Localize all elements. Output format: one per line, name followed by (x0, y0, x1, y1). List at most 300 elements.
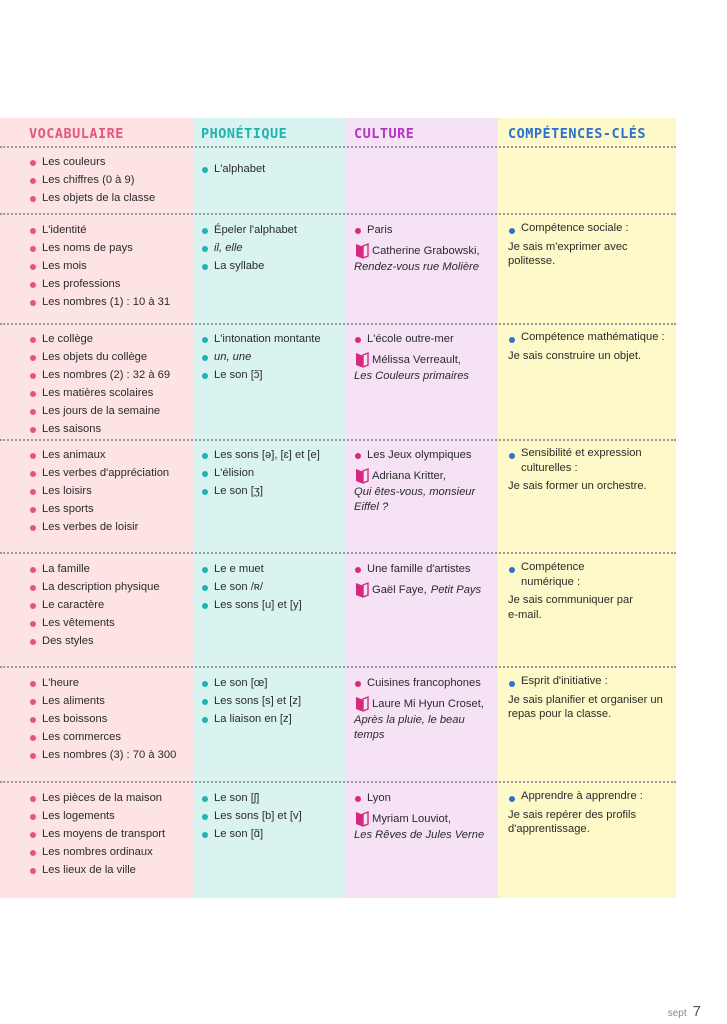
list-item (201, 692, 343, 710)
item-text: Le son [ɑ̃] (214, 828, 264, 840)
list-item (201, 578, 343, 596)
bullet-icon (202, 489, 208, 495)
bullet-icon (30, 373, 36, 379)
bullet-icon (30, 699, 36, 705)
book-author: Gaël Faye, (372, 584, 427, 596)
book-reference (354, 242, 494, 259)
bullet-icon (30, 832, 36, 838)
bullet-icon (30, 717, 36, 723)
bullet-icon (202, 228, 208, 234)
list-item (29, 189, 189, 207)
competence-title: Compétence mathématique : (521, 331, 665, 343)
bullet-icon (202, 796, 208, 802)
book-title: Rendez-vous rue Molière (354, 261, 479, 273)
item-text: Les moyens de transport (42, 828, 166, 840)
bullet-icon (30, 639, 36, 645)
vocabulaire-list (29, 674, 189, 764)
header-culture: CULTURE (354, 126, 415, 142)
list-item (29, 348, 189, 366)
vocabulaire-list (29, 446, 189, 536)
competence-cell (508, 674, 668, 722)
bullet-icon (30, 160, 36, 166)
list-item (29, 330, 189, 348)
book-title: Les Rêves de Jules Verne (354, 829, 485, 841)
item-text: Les objets du collège (42, 351, 148, 363)
list-item (201, 348, 343, 366)
competence-block (508, 221, 633, 269)
list-item (508, 330, 668, 345)
item-text: La liaison en [z] (214, 713, 292, 725)
item-text: Le caractère (42, 599, 105, 611)
header-vocabulaire: VOCABULAIRE (29, 126, 124, 142)
competence-title: Compétence numérique : (521, 561, 585, 588)
phonetique-list (201, 160, 343, 178)
list-item (201, 482, 343, 500)
row-separator (0, 213, 676, 215)
list-item (354, 560, 494, 578)
list-item (201, 560, 343, 578)
competence-cell (508, 789, 668, 837)
bullet-icon (509, 681, 515, 687)
list-item (29, 632, 189, 650)
book-icon (354, 467, 370, 484)
phonetique-cell (201, 674, 343, 728)
list-item (508, 789, 668, 804)
page-number (668, 1003, 701, 1020)
vocabulaire-cell (29, 330, 189, 438)
item-text: Les sons [s] et [z] (214, 695, 302, 707)
list-item (508, 560, 633, 589)
bullet-icon (509, 228, 515, 234)
list-item (29, 807, 189, 825)
book-reference (354, 467, 494, 484)
book-icon (354, 581, 370, 598)
item-text: Les vêtements (42, 617, 115, 629)
bullet-icon (202, 585, 208, 591)
header-phonetique: PHONÉTIQUE (201, 126, 288, 142)
book-text (372, 244, 480, 259)
item-text: il, elle (214, 242, 243, 254)
book-icon (354, 242, 370, 259)
bullet-icon (202, 264, 208, 270)
item-text: Les chiffres (0 à 9) (42, 174, 135, 186)
item-text: Le collège (42, 333, 94, 345)
phonetique-list (201, 330, 343, 384)
item-text: Les noms de pays (42, 242, 133, 254)
bullet-icon (202, 453, 208, 459)
vocabulaire-list (29, 221, 189, 311)
phonetique-list (201, 674, 343, 728)
book-author: Laure Mi Hyun Croset, (372, 698, 484, 710)
book-reference (354, 581, 494, 598)
bullet-icon (30, 337, 36, 343)
row-separator (0, 552, 676, 554)
item-text: Le e muet (214, 563, 264, 575)
item-text: Les objets de la classe (42, 192, 156, 204)
bullet-icon (202, 167, 208, 173)
bullet-icon (509, 567, 515, 573)
phonetique-list (201, 446, 343, 500)
page-word: sept (667, 1008, 687, 1019)
culture-list (354, 674, 494, 692)
item-text: un, une (214, 351, 252, 363)
item-text: Le son /ʀ/ (214, 581, 263, 593)
phonetique-list (201, 560, 343, 614)
bullet-icon (30, 300, 36, 306)
bullet-icon (30, 264, 36, 270)
competence-title: Apprendre à apprendre : (521, 790, 643, 802)
item-text: Les pièces de la maison (42, 792, 163, 804)
item-text: L'intonation montante (214, 333, 321, 345)
list-item (29, 728, 189, 746)
phonetique-cell (201, 446, 343, 500)
item-text: Les animaux (42, 449, 106, 461)
list-item (29, 710, 189, 728)
item-text: Des styles (42, 635, 94, 647)
competence-text: Je sais m'exprimer avec politesse. (508, 240, 628, 267)
row-separator (0, 439, 676, 441)
progression-table (0, 118, 676, 898)
competence-cell (508, 446, 668, 494)
list-item (201, 239, 343, 257)
bullet-icon (355, 681, 361, 687)
competence-title: Esprit d'initiative : (521, 675, 608, 687)
phonetique-cell (201, 789, 343, 843)
vocabulaire-cell (29, 446, 189, 536)
competence-list (508, 789, 668, 804)
list-item (29, 843, 189, 861)
item-text: L'heure (42, 677, 79, 689)
bullet-icon (30, 850, 36, 856)
book-author: Mélissa Verreault, (372, 354, 461, 366)
bullet-icon (30, 735, 36, 741)
competence-text: Je sais construire un objet. (508, 349, 642, 362)
competence-title: Sensibilité et expression culturelles : (521, 447, 642, 474)
list-item (29, 578, 189, 596)
competence-text: Je sais former un orchestre. (508, 480, 647, 492)
competence-list (508, 446, 668, 475)
bullet-icon (355, 453, 361, 459)
item-text: Le son [ʃ] (214, 792, 260, 804)
competence-text: Je sais communiquer par e-mail. (508, 594, 633, 621)
header-competences: COMPÉTENCES-CLÉS (508, 126, 647, 142)
list-item (29, 560, 189, 578)
list-item (201, 160, 343, 178)
bullet-icon (202, 717, 208, 723)
item-text: Le son [ʒ] (214, 485, 264, 497)
bullet-icon (202, 337, 208, 343)
list-item (29, 366, 189, 384)
list-item (508, 674, 668, 689)
competence-block (508, 330, 668, 363)
item-text: Les boissons (42, 713, 108, 725)
bullet-icon (30, 453, 36, 459)
competence-list (508, 674, 668, 689)
phonetique-list (201, 789, 343, 843)
page-digit: 7 (692, 1003, 701, 1020)
list-item (29, 221, 189, 239)
competence-block (508, 674, 668, 722)
list-item (29, 171, 189, 189)
list-item (201, 464, 343, 482)
list-item (29, 293, 189, 311)
culture-place: Paris (367, 224, 393, 236)
bullet-icon (202, 355, 208, 361)
vocabulaire-cell (29, 153, 189, 207)
bullet-icon (30, 246, 36, 252)
vocabulaire-list (29, 789, 189, 879)
book-text (372, 469, 446, 484)
competence-list (508, 330, 668, 345)
bullet-icon (30, 178, 36, 184)
competence-block (508, 560, 633, 622)
vocabulaire-list (29, 153, 189, 207)
item-text: Les nombres ordinaux (42, 846, 153, 858)
list-item (29, 464, 189, 482)
bullet-icon (30, 228, 36, 234)
item-text: Les commerces (42, 731, 121, 743)
book-author: Adriana Kritter, (372, 470, 446, 482)
item-text: Le son [œ] (214, 677, 268, 689)
vocabulaire-cell (29, 221, 189, 311)
list-item (29, 482, 189, 500)
bullet-icon (202, 373, 208, 379)
bullet-icon (355, 337, 361, 343)
list-item (29, 674, 189, 692)
list-item (354, 446, 494, 464)
list-item (201, 221, 343, 239)
book-title: Après la pluie, le beau temps (354, 714, 465, 741)
list-item (29, 746, 189, 764)
vocabulaire-list (29, 330, 189, 438)
item-text: Les lieux de la ville (42, 864, 136, 876)
item-text: Les logements (42, 810, 115, 822)
list-item (29, 500, 189, 518)
item-text: Les nombres (2) : 32 à 69 (42, 369, 171, 381)
list-item (29, 614, 189, 632)
list-item (201, 596, 343, 614)
list-item (201, 257, 343, 275)
list-item (29, 825, 189, 843)
row-separator (0, 666, 676, 668)
list-item (201, 446, 343, 464)
culture-list (354, 330, 494, 348)
culture-place: Cuisines francophones (367, 677, 481, 689)
item-text: Les matières scolaires (42, 387, 154, 399)
list-item (29, 518, 189, 536)
bullet-icon (30, 507, 36, 513)
list-item (29, 446, 189, 464)
bullet-icon (509, 453, 515, 459)
item-text: Épeler l'alphabet (214, 224, 297, 236)
bullet-icon (30, 567, 36, 573)
list-item (29, 402, 189, 420)
item-text: Les nombres (1) : 10 à 31 (42, 296, 171, 308)
list-item (29, 275, 189, 293)
list-item (29, 153, 189, 171)
bullet-icon (202, 699, 208, 705)
culture-place: Lyon (367, 792, 391, 804)
competence-title: Compétence sociale : (521, 222, 629, 234)
list-item (29, 420, 189, 438)
phonetique-cell (201, 330, 343, 384)
phonetique-cell (201, 160, 343, 178)
item-text: Les professions (42, 278, 121, 290)
culture-list (354, 560, 494, 578)
culture-cell (354, 330, 494, 384)
list-item (29, 692, 189, 710)
book-title: Qui êtes-vous, monsieur Eiffel ? (354, 486, 476, 513)
bullet-icon (202, 832, 208, 838)
bullet-icon (30, 681, 36, 687)
bullet-icon (30, 585, 36, 591)
book-reference (354, 351, 494, 368)
bullet-icon (355, 228, 361, 234)
item-text: Les nombres (3) : 70 à 300 (42, 749, 177, 761)
list-item (201, 710, 343, 728)
bullet-icon (202, 603, 208, 609)
item-text: Les aliments (42, 695, 105, 707)
bullet-icon (202, 246, 208, 252)
list-item (29, 861, 189, 879)
culture-list (354, 221, 494, 239)
book-icon (354, 695, 370, 712)
bullet-icon (202, 567, 208, 573)
competence-text: Je sais planifier et organiser un repas pour la classe. (508, 693, 663, 720)
list-item (201, 366, 343, 384)
bullet-icon (30, 409, 36, 415)
bullet-icon (30, 796, 36, 802)
bullet-icon (30, 753, 36, 759)
culture-list (354, 446, 494, 464)
book-reference (354, 695, 494, 712)
vocabulaire-cell (29, 560, 189, 650)
list-item (508, 446, 668, 475)
item-text: La description physique (42, 581, 160, 593)
competence-cell (508, 330, 668, 363)
list-item (201, 807, 343, 825)
bullet-icon (509, 796, 515, 802)
bullet-icon (202, 471, 208, 477)
bullet-icon (30, 525, 36, 531)
competence-block (508, 446, 668, 494)
book-text (372, 812, 451, 827)
item-text: Les sons [u] et [y] (214, 599, 302, 611)
culture-cell (354, 560, 494, 598)
bullet-icon (30, 868, 36, 874)
phonetique-cell (201, 560, 343, 614)
book-reference (354, 810, 494, 827)
bullet-icon (30, 427, 36, 433)
item-text: Les sports (42, 503, 94, 515)
item-text: L'élision (214, 467, 255, 479)
list-item (201, 825, 343, 843)
list-item (354, 330, 494, 348)
list-item (354, 789, 494, 807)
item-text: Les mois (42, 260, 87, 272)
list-item (29, 596, 189, 614)
bullet-icon (30, 196, 36, 202)
vocabulaire-cell (29, 674, 189, 764)
list-item (508, 221, 633, 236)
book-title: Les Couleurs primaires (354, 370, 470, 382)
bullet-icon (30, 621, 36, 627)
row-separator (0, 146, 676, 148)
competence-cell (508, 221, 633, 269)
item-text: Les sons [ə], [ɛ] et [e] (214, 449, 320, 461)
item-text: La famille (42, 563, 90, 575)
item-text: Les verbes d'appréciation (42, 467, 170, 479)
book-author: Catherine Grabowski, (372, 245, 480, 257)
item-text: La syllabe (214, 260, 265, 272)
culture-place: L'école outre-mer (367, 333, 454, 345)
bullet-icon (30, 814, 36, 820)
book-text (372, 583, 481, 598)
culture-place: Une famille d'artistes (367, 563, 471, 575)
list-item (354, 674, 494, 692)
bullet-icon (30, 603, 36, 609)
row-separator (0, 781, 676, 783)
competence-block (508, 789, 668, 837)
list-item (201, 330, 343, 348)
bullet-icon (202, 814, 208, 820)
item-text: Le son [ɔ̃] (214, 369, 263, 381)
book-text (372, 697, 484, 712)
book-icon (354, 351, 370, 368)
list-item (201, 789, 343, 807)
bullet-icon (355, 567, 361, 573)
book-text (372, 353, 461, 368)
item-text: Les verbes de loisir (42, 521, 139, 533)
bullet-icon (355, 796, 361, 802)
phonetique-cell (201, 221, 343, 275)
culture-place: Les Jeux olympiques (367, 449, 472, 461)
item-text: Les loisirs (42, 485, 92, 497)
competence-list (508, 221, 633, 236)
vocabulaire-list (29, 560, 189, 650)
item-text: Les couleurs (42, 156, 106, 168)
bullet-icon (30, 471, 36, 477)
phonetique-list (201, 221, 343, 275)
bullet-icon (509, 337, 515, 343)
list-item (29, 239, 189, 257)
item-text: L'identité (42, 224, 87, 236)
culture-list (354, 789, 494, 807)
culture-cell (354, 446, 494, 515)
bullet-icon (30, 391, 36, 397)
book-author: Myriam Louviot, (372, 813, 451, 825)
bullet-icon (30, 489, 36, 495)
book-icon (354, 810, 370, 827)
list-item (29, 789, 189, 807)
item-text: Les jours de la semaine (42, 405, 161, 417)
book-title: Petit Pays (430, 584, 482, 596)
culture-cell (354, 221, 494, 275)
row-separator (0, 323, 676, 325)
bullet-icon (30, 282, 36, 288)
competence-list (508, 560, 633, 589)
list-item (29, 257, 189, 275)
item-text: L'alphabet (214, 163, 266, 175)
list-item (29, 384, 189, 402)
competence-text: Je sais repérer des profils d'apprentissage. (508, 808, 637, 835)
item-text: Les sons [b] et [v] (214, 810, 302, 822)
culture-cell (354, 789, 494, 843)
culture-cell (354, 674, 494, 743)
bullet-icon (30, 355, 36, 361)
vocabulaire-cell (29, 789, 189, 879)
competence-cell (508, 560, 633, 622)
